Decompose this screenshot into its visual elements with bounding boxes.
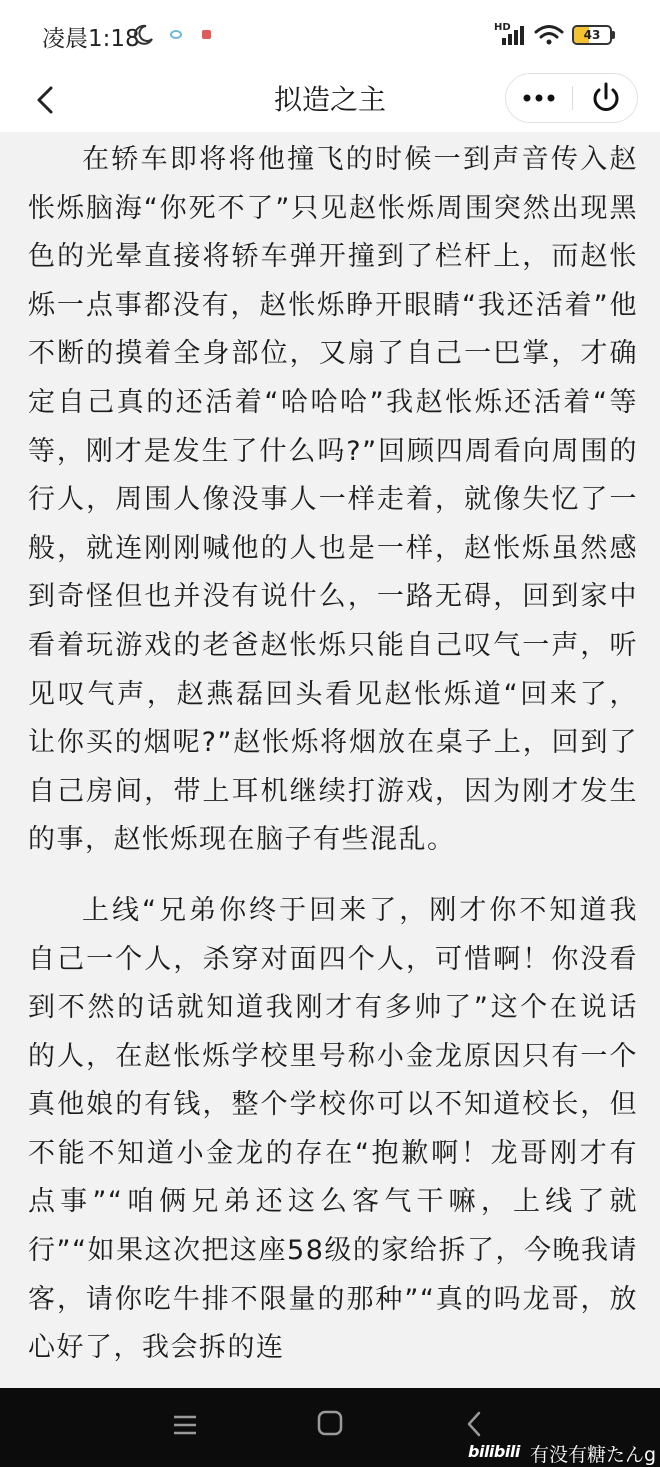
battery-cap xyxy=(612,31,615,39)
mini-program-capsule xyxy=(505,73,638,123)
wifi-icon xyxy=(534,24,564,46)
more-button[interactable] xyxy=(506,74,572,122)
menu-lines-icon xyxy=(172,1414,198,1436)
status-bar xyxy=(0,0,660,70)
signal-icon xyxy=(500,24,528,46)
article-paragraph: 上线“兄弟你终于回来了，刚才你不知道我自己一个人，杀穿对面四个人，可惜啊！你没看到不然的话就知道我刚才有多帅了”这个在说话的人，在赵怅烁学校里号称小金龙原因只有一个真他娘的有钱，整个学校你可以不知道校长，但不能不知道小金龙的存在“抱歉啊！龙哥刚才有点事”“咱俩兄弟还这么客气干嘛，上线了就行”“如果这次把这座58级的家给拆了，今晚我请客，请你吃牛排不限量的那种”“真的吗龙哥，放心好了，我会拆的连 xyxy=(28,894,638,1364)
status-time: 凌晨1:18 xyxy=(42,26,140,52)
page-title: 拟造之主 xyxy=(273,83,386,116)
moon-icon xyxy=(132,24,154,46)
power-icon xyxy=(573,74,639,122)
system-nav-bar xyxy=(0,1388,660,1467)
more-dots-icon xyxy=(506,74,572,122)
app-notification-icon xyxy=(202,30,211,39)
notification-icon xyxy=(170,30,182,39)
network-type-label: HD xyxy=(494,22,511,33)
battery-percent: 43 xyxy=(583,28,601,42)
nav-back-icon xyxy=(462,1410,488,1438)
watermark-text: 有没有糖たんg xyxy=(530,1444,657,1466)
nav-menu-button[interactable] xyxy=(172,1414,198,1436)
article-content[interactable] xyxy=(28,136,638,1388)
home-square-icon xyxy=(317,1410,343,1436)
close-program-button[interactable] xyxy=(573,74,639,122)
bilibili-logo: bilibili xyxy=(468,1442,520,1461)
app-header xyxy=(0,70,660,132)
nav-home-button[interactable] xyxy=(317,1410,343,1436)
article-paragraph: 在轿车即将将他撞飞的时候一到声音传入赵怅烁脑海“你死不了”只见赵怅烁周围突然出现黑色的光晕直接将轿车弹开撞到了栏杆上，而赵怅烁一点事都没有，赵怅烁睁开眼睛“我还活着”他不断的摸着全身部位，又扇了自己一巴掌，才确定自己真的还活着“哈哈哈”我赵怅烁还活着“等等，刚才是发生了什么吗?”回顾四周看向周围的行人，周围人像没事人一样走着，就像失忆了一般，就连刚刚喊他的人也是一样，赵怅烁虽然感到奇怪但也并没有说什么，一路无碍，回到家中看着玩游戏的老爸赵怅烁只能自己叹气一声，听见叹气声，赵燕磊回头看见赵怅烁道“回来了，让你买的烟呢?”赵怅烁将烟放在桌子上，回到了自己房间，带上耳机继续打游戏，因为刚才发生的事，赵怅烁现在脑子有些混乱。 xyxy=(28,144,638,856)
nav-back-button[interactable] xyxy=(462,1410,488,1438)
battery-icon xyxy=(572,25,612,45)
